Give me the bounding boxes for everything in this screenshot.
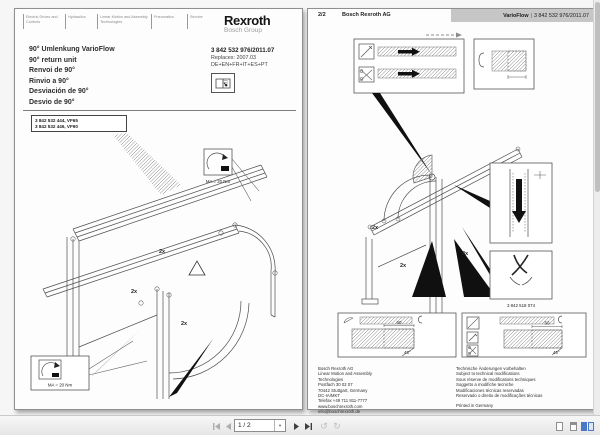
publisher-address xyxy=(318,366,438,415)
detail-box-insert-channel xyxy=(490,163,552,243)
header-divider xyxy=(23,110,296,111)
previous-page-button[interactable] xyxy=(222,420,234,432)
title-es: Desviación de 90° xyxy=(29,88,89,95)
page-dropdown-arrow[interactable]: ▾ xyxy=(274,420,285,431)
assembly-drawing-steps xyxy=(314,27,591,361)
footer-line: Modificaciones técnicas reservadas xyxy=(456,387,524,393)
part-number-box xyxy=(31,115,127,132)
angle-label: 45° xyxy=(553,350,560,355)
quantity-label: 2x xyxy=(159,249,166,255)
footer-line: Postfach 30 02 07 xyxy=(318,382,353,388)
title-fr: Renvoi de 90° xyxy=(29,67,75,74)
logo-subtitle: Bosch Group xyxy=(224,27,262,34)
replaces-note: Replaces: 2007.03 xyxy=(211,55,256,61)
rotate-right-button[interactable] xyxy=(331,420,343,432)
company-name: Bosch Rexroth AG xyxy=(342,12,391,18)
support-leg xyxy=(79,289,173,399)
single-page-icon xyxy=(556,422,563,431)
facing-pages-icon xyxy=(581,422,587,431)
page-number-field xyxy=(234,419,286,432)
header-title-bar xyxy=(451,9,595,22)
torque-detail-box xyxy=(31,341,147,390)
footer-printed-note: Printed in Germany xyxy=(456,403,494,409)
brand-tab: Linear Motion and Assembly Technologies xyxy=(97,14,151,29)
page-1 xyxy=(14,8,303,410)
torque-value: MA = 20 Nm xyxy=(205,179,231,184)
brand-tabs xyxy=(23,14,217,29)
detail-box-clip xyxy=(474,39,534,89)
footer-line: Subject to technical modifications xyxy=(456,371,520,377)
dimension-label: 50 xyxy=(396,320,402,325)
detail-box-belt-end xyxy=(338,313,456,357)
document-title-block xyxy=(29,45,115,108)
first-page-button[interactable] xyxy=(210,420,222,432)
header-separator: | xyxy=(530,12,532,19)
brand-tab: Hydraulics xyxy=(65,14,97,29)
facing-pages-view-button[interactable] xyxy=(580,421,594,432)
rexroth-logo xyxy=(224,15,288,35)
detail-box-belt-prep xyxy=(354,33,464,94)
callout-wedge xyxy=(454,185,490,208)
callout-wedge xyxy=(91,329,141,377)
caution-triangle-icon xyxy=(189,261,205,275)
footer-line: Technische Änderungen vorbehalten xyxy=(456,366,526,371)
brand-tab: Pneumatics xyxy=(151,14,187,29)
last-page-button[interactable] xyxy=(302,420,314,432)
footer-website: www.boschrexroth.com xyxy=(318,403,363,409)
title-de: 90° Umlenkung VarioFlow xyxy=(29,46,115,53)
tool-part-number: 3 842 518 074 xyxy=(506,303,536,308)
torque-value: MA = 20 Nm xyxy=(47,382,73,388)
scrollbar-thumb[interactable] xyxy=(595,2,600,192)
assembly-drawing-overview xyxy=(21,133,298,399)
part-number: 3 842 532 446, VF90 xyxy=(35,123,78,129)
brand-tab: Electric Drives and Controls xyxy=(23,14,65,29)
footer-line: Technologies xyxy=(318,376,344,382)
footer-line: Soggetto a modifiche tecniche xyxy=(456,382,514,388)
detail-box-tool xyxy=(490,251,552,308)
title-it: Rinvio a 90° xyxy=(29,77,69,85)
torque-detail-box xyxy=(204,149,259,201)
page-header xyxy=(308,9,594,22)
footer-line: Telefax +49 711 811-7777 xyxy=(318,398,368,404)
continuous-page-icon xyxy=(570,422,577,431)
rotate-left-button[interactable] xyxy=(318,420,330,432)
fasteners xyxy=(71,223,277,305)
rotate-right-icon: ↻ xyxy=(333,421,341,431)
language-codes: DE+EN+FR+IT+ES+PT xyxy=(211,62,268,68)
continuous-view-button[interactable] xyxy=(566,421,580,432)
page-number-input[interactable] xyxy=(235,420,274,431)
footer-email: info@boschrexroth.de xyxy=(318,409,361,415)
part-number: 3 842 532 444, VF65 xyxy=(35,118,78,123)
dimension-label: 50 xyxy=(544,320,550,326)
footer-line: Bosch Rexroth AG xyxy=(318,366,354,371)
quantity-label: 2x xyxy=(400,263,407,269)
quantity-label: 2x xyxy=(131,289,138,295)
rotate-left-icon: ↺ xyxy=(320,421,328,431)
callout-wedge xyxy=(169,339,213,397)
title-en: 90° return unit xyxy=(29,56,77,64)
quantity-label: 8x xyxy=(462,251,469,257)
footer-line: Sous réserve de modifications techniques xyxy=(456,376,536,382)
document-number: 3 842 532 976/2011.07 xyxy=(533,12,589,19)
vertical-scrollbar[interactable] xyxy=(593,0,600,415)
facing-pages-icon xyxy=(588,422,594,431)
legal-notes xyxy=(456,366,591,409)
manual-book-icon xyxy=(211,73,235,93)
return-curve xyxy=(169,225,275,379)
document-meta xyxy=(211,47,297,93)
angle-label: 45° xyxy=(404,350,411,355)
page-2 xyxy=(307,8,595,415)
logo-wordmark: Rexroth xyxy=(224,13,271,28)
single-page-view-button[interactable] xyxy=(552,421,566,432)
brand-tab: Service xyxy=(187,14,217,29)
footer-line: Reservado o direito de modificações técnicas xyxy=(456,393,543,399)
detail-box-belt-cut xyxy=(462,313,586,357)
product-name: VarioFlow xyxy=(503,12,529,19)
quantity-label: 2x xyxy=(372,225,379,231)
footer-line: DC-IA/MKT xyxy=(318,393,340,399)
page-indicator: 2/2 xyxy=(318,12,326,18)
leader-hatch-band xyxy=(113,133,181,195)
quantity-label: 2x xyxy=(181,321,188,327)
footer-line: 70442 Stuttgart, Germany xyxy=(318,387,368,393)
next-page-button[interactable] xyxy=(290,420,302,432)
document-number: 3 842 532 976/2011.07 xyxy=(211,47,275,54)
footer-line: Linear Motion and Assembly xyxy=(318,371,372,377)
conveyor-lower-beam xyxy=(43,225,239,297)
pdf-toolbar xyxy=(0,415,600,435)
title-pt: Desvio de 90° xyxy=(29,98,75,106)
